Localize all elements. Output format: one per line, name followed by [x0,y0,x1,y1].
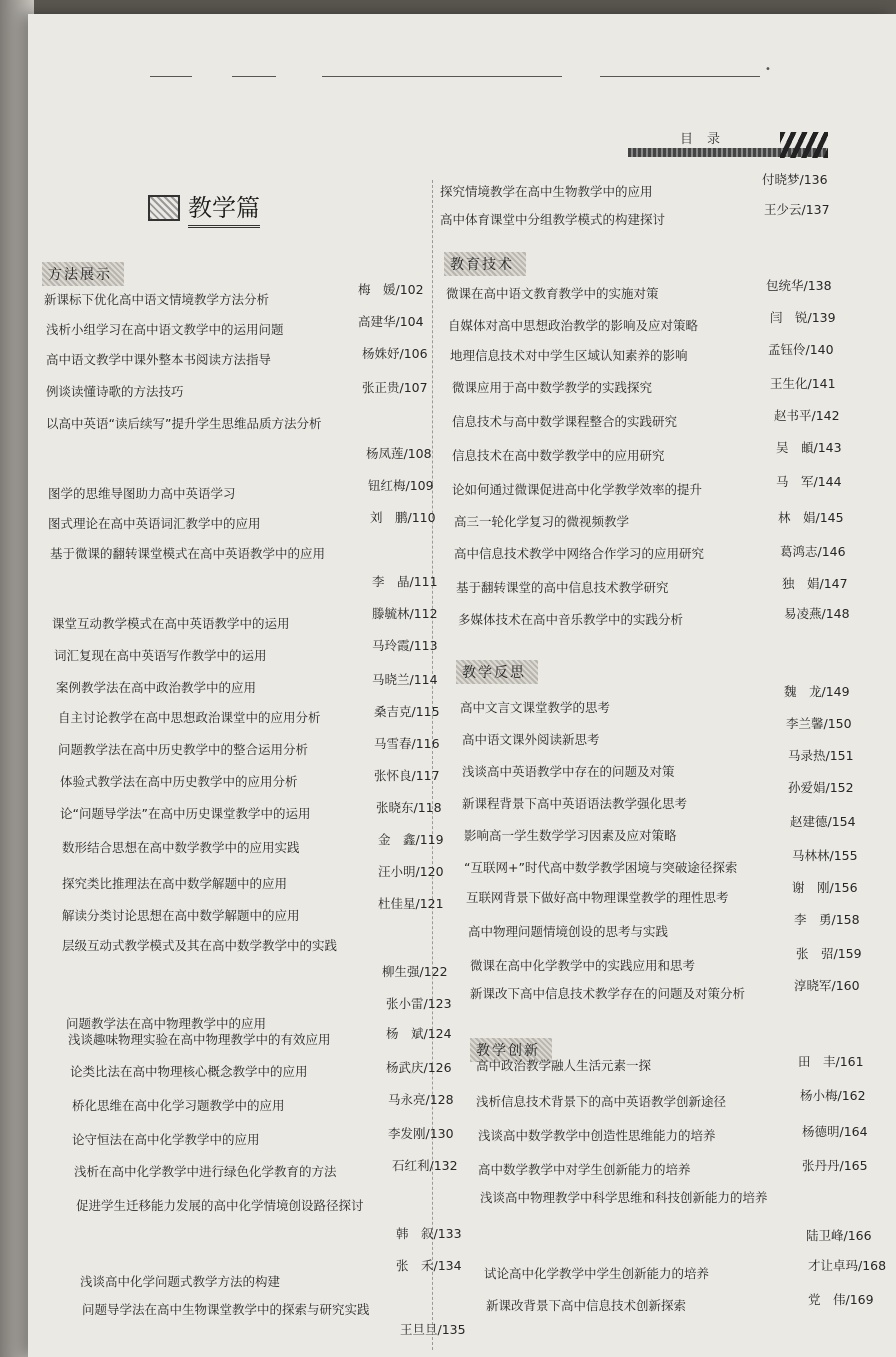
toc-entry-author-page: 孙爱娟/152 [788,780,854,795]
toc-entry-author-page: 桑吉克/115 [374,704,440,719]
toc-entry-author-page: 付晓梦/136 [762,172,828,187]
toc-entry-title: 浅析在高中化学教学中进行绿色化学教育的方法 [74,1164,337,1179]
toc-entry-author-page: 张怀良/117 [374,768,440,783]
toc-entry-title: 高中语文教学中课外整本书阅读方法指导 [46,352,272,367]
toc-entry-title: 案例教学法在高中政治教学中的应用 [56,680,257,695]
toc-entry-author-page: 孟钰伶/140 [768,342,834,357]
toc-entry-title: 互联网背景下做好高中物理课堂教学的理性思考 [466,890,729,905]
toc-entry-title: 试论高中化学教学中学生创新能力的培养 [484,1266,710,1281]
toc-entry-author-page: 李 勇/158 [794,912,860,927]
toc-entry-author-page: 杨武庆/126 [386,1060,452,1075]
toc-entry-title: 例谈读懂诗歌的方法技巧 [46,384,184,399]
toc-entry-title: 地理信息技术对中学生区域认知素养的影响 [450,348,688,363]
toc-entry-title: 桥化思维在高中化学习题教学中的应用 [72,1098,285,1113]
toc-entry-author-page: 张 禾/134 [396,1258,462,1273]
toc-entry-author-page: 马晓兰/114 [372,672,438,687]
toc-entry-author-page: 闫 锐/139 [770,310,836,325]
toc-entry-author-page: 王旦旦/135 [400,1322,466,1337]
page-header-title: 目录 [680,132,735,147]
toc-entry-title: 探究情境教学在高中生物教学中的应用 [440,184,653,199]
toc-entry-title: 新课程背景下高中英语语法教学强化思考 [462,796,688,811]
toc-entry-author-page: 马录热/151 [788,748,854,763]
toc-entry-title: 论类比法在高中物理核心概念教学中的应用 [70,1064,308,1079]
toc-entry-title: 问题教学法在高中历史教学中的整合运用分析 [58,742,309,757]
toc-entry-author-page: 葛鸿志/146 [780,544,846,559]
toc-entry-author-page: 马 军/144 [776,474,842,489]
section-icon [148,195,180,221]
toc-entry-title: 新课改下高中信息技术教学存在的问题及对策分析 [470,986,746,1001]
toc-entry-title: 新课改背景下高中信息技术创新探索 [486,1298,687,1313]
toc-entry-title: 高中信息技术教学中网络合作学习的应用研究 [454,546,705,561]
toc-entry-author-page: 包统华/138 [766,278,832,293]
toc-entry-title: 信息技术在高中数学教学中的应用研究 [452,448,665,463]
toc-entry-author-page: 田 丰/161 [798,1054,864,1069]
top-rule [322,76,562,77]
toc-entry-author-page: 吴 頔/143 [776,440,842,455]
toc-entry-author-page: 李发刚/130 [388,1126,454,1141]
toc-entry-author-page: 独 娟/147 [782,576,848,591]
toc-entry-author-page: 淳晓军/160 [794,978,860,993]
top-rule [600,76,760,77]
toc-entry-author-page: 石红利/132 [392,1158,458,1173]
toc-entry-title: 探究类比推理法在高中数学解题中的应用 [62,876,288,891]
toc-entry-title: 高三一轮化学复习的微视频教学 [454,514,630,529]
toc-entry-author-page: 杨小梅/162 [800,1088,866,1103]
toc-entry-title: 高中语文课外阅读新思考 [462,732,600,747]
toc-entry-author-page: 杨 斌/124 [386,1026,452,1041]
toc-entry-title: 自媒体对高中思想政治教学的影响及应对策略 [448,318,699,333]
toc-entry-title: 浅谈高中英语教学中存在的问题及对策 [462,764,675,779]
toc-entry-title: 微课在高中化学教学中的实践应用和思考 [470,958,696,973]
toc-entry-author-page: 杨德明/164 [802,1124,868,1139]
toc-entry-author-page: 马雪春/116 [374,736,440,751]
toc-entry-author-page: 梅 媛/102 [358,282,424,297]
toc-entry-title: 图学的思维导图助力高中英语学习 [48,486,236,501]
toc-entry-author-page: 赵建德/154 [790,814,856,829]
toc-entry-title: 浅谈高中数学教学中创造性思维能力的培养 [478,1128,716,1143]
toc-entry-title: 层级互动式教学模式及其在高中数学教学中的实践 [62,938,338,953]
toc-entry-title: “互联网+”时代高中数学教学困境与突破途径探索 [464,860,738,875]
toc-entry-author-page: 林 娟/145 [778,510,844,525]
toc-entry-author-page: 易凌燕/148 [784,606,850,621]
toc-entry-author-page: 王少云/137 [764,202,830,217]
toc-entry-title: 论守恒法在高中化学教学中的应用 [72,1132,260,1147]
toc-entry-title: 基于微课的翻转课堂模式在高中英语教学中的应用 [50,546,326,561]
toc-entry-title: 浅谈高中化学问题式教学方法的构建 [80,1274,281,1289]
toc-entry-title: 高中数学教学中对学生创新能力的培养 [478,1162,691,1177]
toc-entry-author-page: 杨凤莲/108 [366,446,432,461]
toc-entry-author-page: 陆卫峰/166 [806,1228,872,1243]
toc-entry-title: 体验式教学法在高中历史教学中的应用分析 [60,774,298,789]
toc-entry-title: 高中政治教学融人生活元素一探 [476,1058,652,1073]
toc-entry-author-page: 王生化/141 [770,376,836,391]
toc-entry-author-page: 马林林/155 [792,848,858,863]
toc-entry-title: 高中体育课堂中分组教学模式的构建探讨 [440,212,666,227]
page-mark: • [765,64,771,75]
toc-entry-author-page: 谢 刚/156 [792,880,858,895]
toc-entry-title: 多媒体技术在高中音乐教学中的实践分析 [458,612,684,627]
toc-entry-author-page: 赵书平/142 [774,408,840,423]
toc-entry-author-page: 汪小明/120 [378,864,444,879]
toc-entry-title: 词汇复现在高中英语写作教学中的运用 [54,648,267,663]
toc-entry-title: 高中物理问题情境创设的思考与实践 [468,924,669,939]
toc-entry-author-page: 杨姝妤/106 [362,346,428,361]
section-title [148,188,260,228]
category-tech: 教育技术 [444,252,526,276]
toc-entry-title: 信息技术与高中数学课程整合的实践研究 [452,414,678,429]
toc-entry-title: 浅谈趣味物理实验在高中物理教学中的有效应用 [68,1032,331,1047]
toc-entry-author-page: 党 伟/169 [808,1292,874,1307]
toc-entry-title: 基于翻转课堂的高中信息技术教学研究 [456,580,669,595]
toc-entry-author-page: 张小雷/123 [386,996,452,1011]
toc-entry-author-page: 张丹丹/165 [802,1158,868,1173]
toc-entry-title: 问题导学法在高中生物课堂教学中的探索与研究实践 [82,1302,370,1317]
toc-entry-title: 新课标下优化高中语文情境教学方法分析 [44,292,270,307]
toc-entry-title: 论如何通过微课促进高中化学教学效率的提升 [452,482,703,497]
toc-entry-title: 浅析小组学习在高中语文教学中的运用问题 [46,322,284,337]
toc-entry-title: 数形结合思想在高中数学教学中的应用实践 [62,840,300,855]
toc-entry-title: 微课应用于高中数学教学的实践探究 [452,380,653,395]
toc-entry-title: 浅谈高中物理教学中科学思维和科技创新能力的培养 [480,1190,768,1205]
toc-entry-title: 以高中英语“读后续写”提升学生思维品质方法分析 [46,416,322,431]
top-rule [232,76,276,77]
toc-entry-title: 论“问题导学法”在高中历史课堂教学中的运用 [60,806,311,821]
toc-entry-author-page: 金 鑫/119 [378,832,444,847]
toc-entry-author-page: 张正贵/107 [362,380,428,395]
toc-entry-author-page: 李兰馨/150 [786,716,852,731]
toc-entry-title: 微课在高中语文教育教学中的实施对策 [446,286,659,301]
toc-entry-author-page: 张晓东/118 [376,800,442,815]
toc-entry-title: 影响高一学生数学学习因素及应对策略 [464,828,677,843]
toc-entry-title: 高中文言文课堂教学的思考 [460,700,611,715]
category-method: 方法展示 [42,262,124,286]
toc-entry-title: 解读分类讨论思想在高中数学解题中的应用 [62,908,300,923]
toc-entry-title: 图式理论在高中英语词汇教学中的应用 [48,516,261,531]
toc-entry-author-page: 韩 叙/133 [396,1226,462,1241]
toc-entry-author-page: 李 晶/111 [372,574,438,589]
toc-entry-title: 问题教学法在高中物理教学中的应用 [66,1016,267,1031]
toc-entry-author-page: 柳生强/122 [382,964,448,979]
column-divider [432,180,433,1350]
toc-entry-title: 自主讨论教学在高中思想政治课堂中的应用分析 [58,710,321,725]
toc-entry-author-page: 张 弨/159 [796,946,862,961]
toc-entry-author-page: 刘 鹏/110 [370,510,436,525]
toc-entry-author-page: 魏 龙/149 [784,684,850,699]
section-title-text: 教学篇 [188,188,260,228]
toc-entry-author-page: 马永亮/128 [388,1092,454,1107]
toc-entry-author-page: 杜佳星/121 [378,896,444,911]
toc-entry-author-page: 才让卓玛/168 [808,1258,887,1273]
category-innovation: 教学创新 [470,1038,552,1062]
top-rule [150,76,192,77]
toc-entry-author-page: 滕毓林/112 [372,606,438,621]
category-reflect: 教学反思 [456,660,538,684]
toc-entry-title: 浅析信息技术背景下的高中英语教学创新途径 [476,1094,727,1109]
toc-entry-title: 课堂互动教学模式在高中英语教学中的运用 [52,616,290,631]
header-stripes [780,132,828,158]
toc-entry-author-page: 钮红梅/109 [368,478,434,493]
toc-entry-author-page: 高建华/104 [358,314,424,329]
toc-entry-author-page: 马玲霞/113 [372,638,438,653]
toc-entry-title: 促进学生迁移能力发展的高中化学情境创设路径探讨 [76,1198,364,1213]
